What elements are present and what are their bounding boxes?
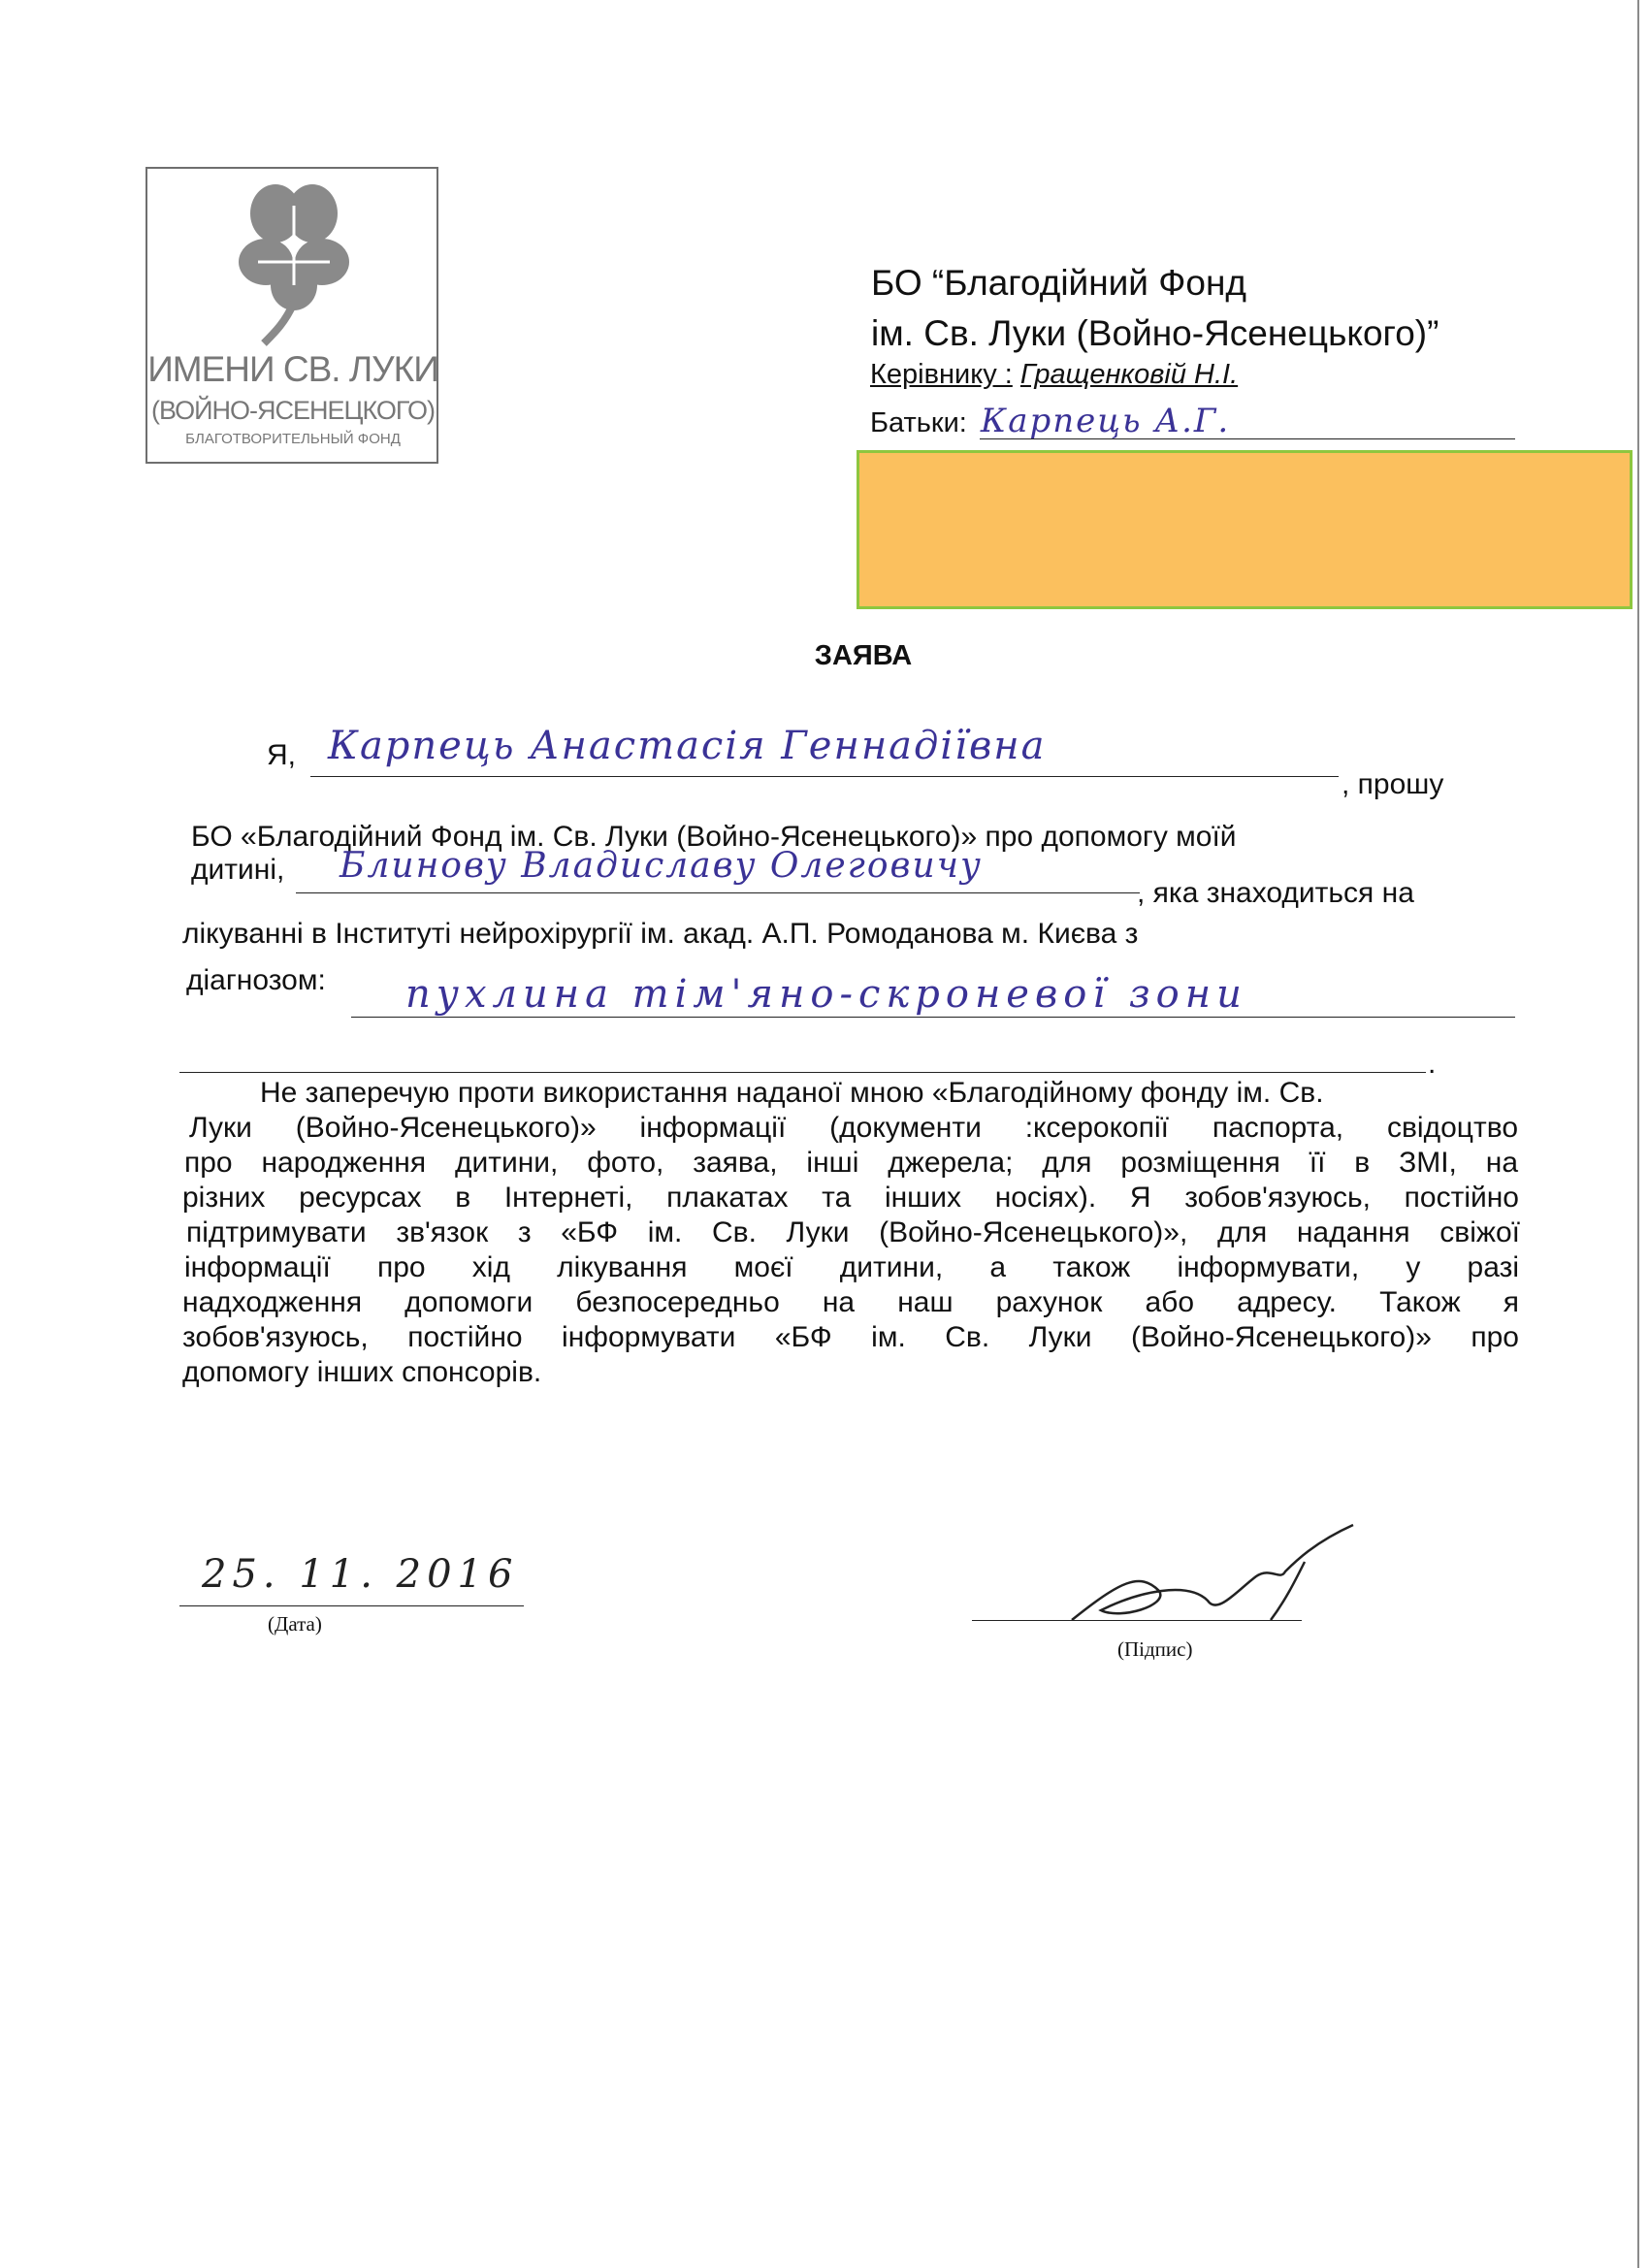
head-label: Керівнику : <box>870 359 1013 390</box>
diagnosis-underline-2 <box>179 1072 1426 1073</box>
consent-line-6: інформації про хід лікування моєї дитини, а також інформувати, у разі <box>184 1251 1519 1283</box>
applicant-name: Карпець Анастасія Геннадіївна <box>328 724 1047 768</box>
statement-line-4: лікуванні в Інституті нейрохірургії ім. акад. А.П. Ромоданова м. Києва з <box>182 918 1139 950</box>
parents-label: Батьки: <box>870 407 967 438</box>
diagnosis-underline <box>351 1017 1515 1018</box>
statement-ya: Я, <box>267 739 296 771</box>
consent-line-4: різних ресурсах в Інтернеті, плакатах та інших носіях). Я зобов'язуюсь, постійно <box>182 1182 1519 1214</box>
parents-value: Карпець А.Г. <box>980 402 1231 440</box>
redaction-box <box>857 450 1633 609</box>
signature-underline <box>972 1620 1302 1621</box>
consent-line-1: Не заперечую проти використання наданої мною «Благодійному фонду ім. Св. <box>260 1077 1324 1109</box>
consent-line-8: зобов'язуюсь, постійно інформувати «БФ ім. Св. Луки (Войно-Ясенецького)» про <box>182 1321 1519 1353</box>
signature <box>1062 1523 1382 1630</box>
statement-proshu: , прошу <box>1342 768 1444 800</box>
child-underline <box>296 892 1140 893</box>
date-underline <box>179 1605 524 1606</box>
parents-underline <box>980 438 1515 439</box>
logo-text-name: ИМЕНИ СВ. ЛУКИ <box>147 349 438 389</box>
head-name: Гращенковій Н.І. <box>1019 359 1239 390</box>
addressee-line-2: ім. Св. Луки (Войно-Ясенецького)” <box>871 313 1439 353</box>
signature-caption: (Підпис) <box>1117 1637 1193 1661</box>
diagnosis-label: діагнозом: <box>186 964 326 996</box>
addressee-block <box>871 258 1439 359</box>
addressee-head <box>870 359 1238 391</box>
diagnosis-value: пухлина тім'яно-скроневої зони <box>405 972 1247 1017</box>
foundation-logo <box>146 167 438 464</box>
consent-line-2: Луки (Войно-Ясенецького)» інформації (документи :ксерокопії паспорта, свідоцтво <box>189 1112 1518 1144</box>
addressee-line-1: БО “Благодійний Фонд <box>871 263 1246 303</box>
date-value: 25. 11. 2016 <box>202 1552 519 1597</box>
consent-line-5: підтримувати зв'язок з «БФ ім. Св. Луки (Войно-Ясенецького)», для надання свіжої <box>186 1216 1520 1248</box>
statement-line-2: БО «Благодійний Фонд ім. Св. Луки (Войно-Ясенецького)» про допомогу моїй <box>191 821 1237 853</box>
consent-line-7: надходження допомоги безпосередньо на наш рахунок або адресу. Також я <box>182 1286 1519 1318</box>
consent-line-3: про народження дитини, фото, заява, інші джерела; для розміщення її в ЗМІ, на <box>184 1147 1518 1179</box>
statement-end-dot: . <box>1428 1048 1437 1080</box>
scan-edge <box>1637 0 1639 2268</box>
applicant-underline <box>310 776 1339 777</box>
logo-text-tagline: БЛАГОТВОРИТЕЛЬНЫЙ ФОНД <box>185 431 401 447</box>
statement-dytyni: дитині, <box>191 854 285 886</box>
statement-after-child: , яка знаходиться на <box>1137 877 1414 909</box>
logo-text-subname: (ВОЙНО-ЯСЕНЕЦКОГО) <box>150 396 435 425</box>
clover-icon <box>237 177 351 347</box>
document-title: ЗАЯВА <box>814 640 913 671</box>
date-caption: (Дата) <box>268 1612 322 1636</box>
consent-line-9: допомогу інших спонсорів. <box>182 1356 542 1388</box>
child-name: Блинову Владиславу Олеговичу <box>340 846 983 886</box>
parents-line <box>870 402 1230 440</box>
